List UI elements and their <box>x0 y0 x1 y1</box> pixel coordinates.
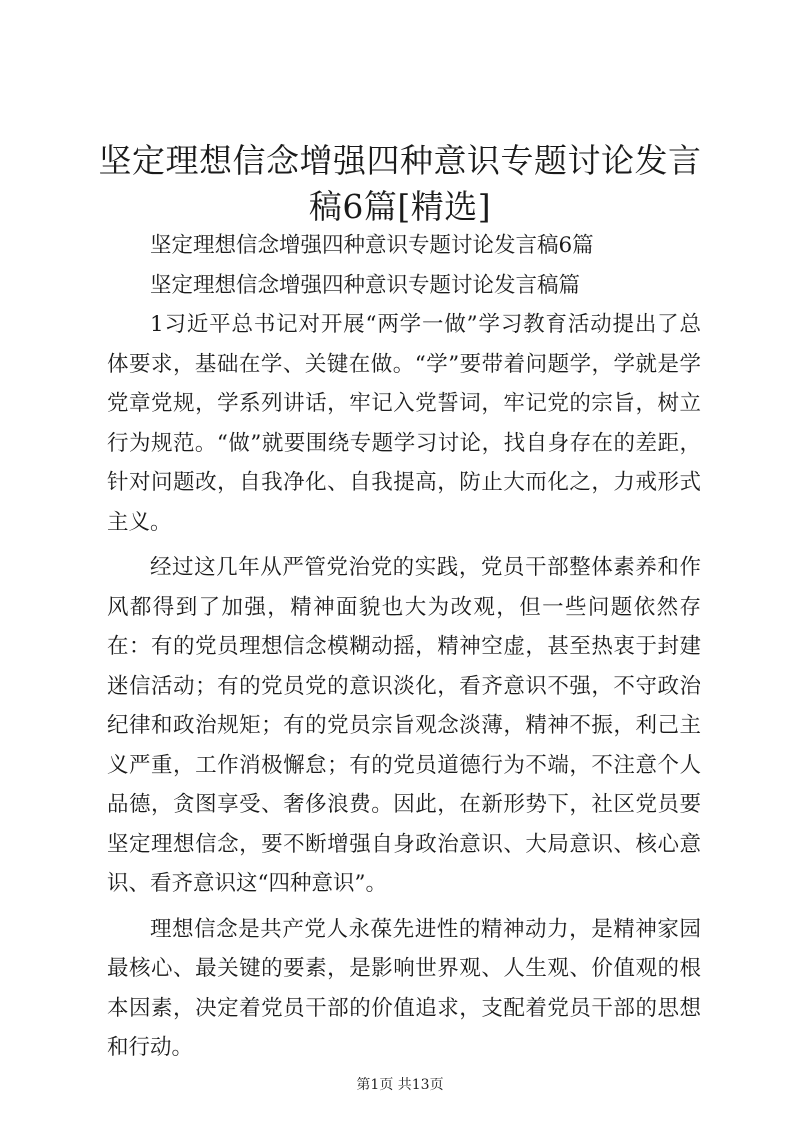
document-title: 坚定理想信念增强四种意识专题讨论发言稿6篇[精选] <box>98 141 702 226</box>
paragraph: 坚定理想信念增强四种意识专题讨论发言稿6篇 <box>150 233 594 258</box>
page-number-footer: 第1页 共13页 <box>356 1077 444 1093</box>
paragraph: 坚定理想信念增强四种意识专题讨论发言稿篇 <box>150 272 581 298</box>
paragraph: 理想信念是共产党人永葆先进性的精神动力，是精神家园最核心、最关键的要素，是影响世界观、人生观、价值观的根本因素，决定着党员干部的价值追求，支配着党员干部的思想和行动。 <box>107 916 701 1060</box>
document-body <box>107 226 701 1068</box>
paragraph: 经过这几年从严管党治党的实践，党员干部整体素养和作风都得到了加强，精神面貌也大为改观，但一些问题依然存在：有的党员理想信念模糊动摇，精神空虚，甚至热衷于封建迷信活动；有的党员党的意识淡化，看齐意识不强，不守政治纪律和政治规矩；有的党员宗旨观念淡薄，精神不振，利己主义严重，工作消极懈怠；有的党员道德行为不端，不注意个人品德，贪图享受、奢侈浪费。因此，在新形势下，社区党员要坚定理想信念，要不断增强自身政治意识、大局意识、核心意识、看齐意识这“四种意识”。 <box>107 555 701 896</box>
paragraph: 1习近平总书记对开展“两学一做”学习教育活动提出了总体要求，基础在学、关键在做。“学”要带着问题学，学就是学党章党规，学系列讲话，牢记入党誓词，牢记党的宗旨，树立行为规范。“做”就要围绕专题学习讨论，找自身存在的差距，针对问题改，自我净化、自我提高，防止大而化之，力戒形式主义。 <box>107 312 701 535</box>
